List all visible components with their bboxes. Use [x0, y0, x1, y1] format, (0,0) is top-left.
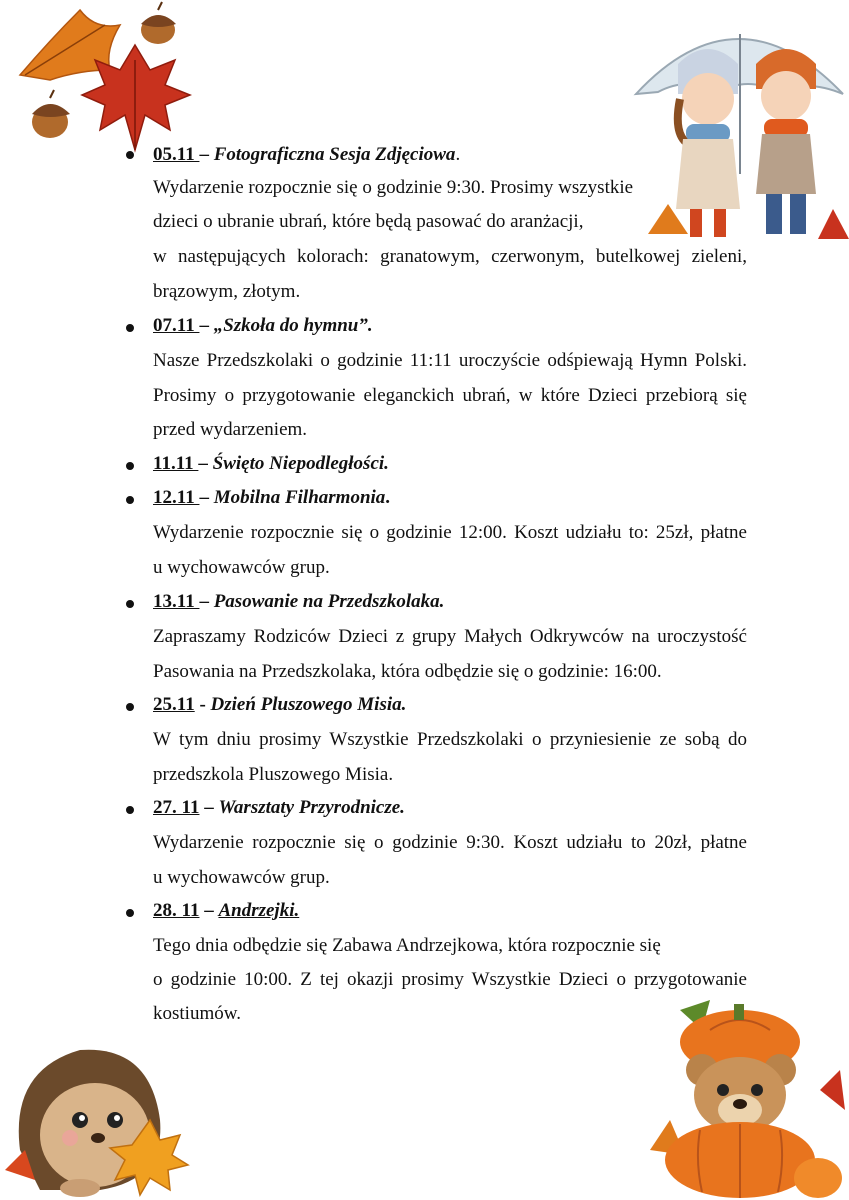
event-heading: [153, 143, 460, 167]
event-date: 05.11: [153, 144, 200, 165]
acorn-icon: [32, 90, 70, 138]
event-heading: [153, 452, 389, 476]
event-title: „Szkoła do hymnu”.: [213, 315, 373, 336]
boy-icon: [756, 49, 816, 234]
acorn-icon: [141, 2, 176, 44]
event-separator: –: [198, 453, 213, 474]
event-date: 13.11: [153, 591, 200, 612]
event-description-line: Wydarzenie rozpocznie się o godzinie 12:00. Koszt udziału to: 25zł, płatne: [153, 522, 747, 543]
bullet-icon: [126, 806, 134, 814]
event-separator: –: [199, 797, 219, 818]
event-description-line: u wychowawców grup.: [153, 557, 330, 578]
event-description-line: Prosimy o przygotowanie eleganckich ubrań, w które Dzieci przebiorą się: [153, 385, 747, 406]
event-description-line: Tego dnia odbędzie się Zabawa Andrzejkowa, która rozpocznie się: [153, 935, 661, 956]
event-separator: –: [199, 315, 214, 336]
event-date: 27. 11: [153, 797, 200, 818]
event-separator: –: [199, 487, 214, 508]
bullet-icon: [126, 496, 134, 504]
event-description-line: u wychowawców grup.: [153, 867, 330, 888]
event-description-line: Wydarzenie rozpocznie się o godzinie 9:30. Koszt udziału to 20zł, płatne: [153, 832, 747, 853]
event-description-line: W tym dniu prosimy Wszystkie Przedszkolaki o przyniesienie ze sobą do: [153, 729, 747, 750]
autumn-leaves-illustration: [10, 0, 200, 160]
event-title-end: .: [455, 144, 461, 165]
event-heading: [153, 796, 405, 820]
event-description-line: Pasowania na Przedszkolaka, która odbędzie się o godzinie: 16:00.: [153, 661, 662, 682]
children-umbrella-illustration: [628, 4, 849, 244]
event-date: 11.11: [153, 453, 199, 474]
event-heading: [153, 590, 444, 614]
event-heading: [153, 693, 406, 717]
bullet-icon: [126, 703, 134, 711]
event-description-line: Nasze Przedszkolaki o godzinie 11:11 uroczyście odśpiewają Hymn Polski.: [153, 350, 747, 371]
teddy-bear-icon: [686, 1054, 796, 1133]
pumpkin-icon: [665, 1122, 842, 1198]
bullet-icon: [126, 462, 134, 470]
event-date: 25.11: [153, 694, 195, 715]
teddy-bear-pumpkin-illustration: [640, 1000, 849, 1200]
event-heading: [153, 899, 299, 923]
event-date: 28. 11: [153, 900, 200, 921]
event-title-end: .: [385, 487, 391, 508]
umbrella-icon: [636, 34, 843, 174]
event-description-line: kostiumów.: [153, 1003, 241, 1024]
event-title: Dzień Pluszowego Misia.: [210, 694, 407, 715]
event-description-line: o godzinie 10:00. Z tej okazji prosimy Wszystkie Dzieci o przygotowanie: [153, 969, 747, 990]
event-date: 12.11: [153, 487, 200, 508]
event-title: Mobilna Filharmonia: [213, 487, 386, 508]
event-date: 07.11: [153, 315, 200, 336]
event-description-line: przedszkola Pluszowego Misia.: [153, 764, 394, 785]
event-title: Święto Niepodległości.: [212, 453, 389, 474]
event-description-line: w następujących kolorach: granatowym, czerwonym, butelkowej zieleni,: [153, 246, 747, 267]
event-title: Pasowanie na Przedszkolaka.: [213, 591, 445, 612]
event-title: Fotograficzna Sesja Zdjęciowa: [213, 144, 456, 165]
event-separator: –: [199, 591, 214, 612]
bullet-icon: [126, 909, 134, 917]
girl-icon: [676, 49, 740, 237]
bullet-icon: [126, 324, 134, 332]
event-description-line: dzieci o ubranie ubrań, które będą pasować do aranżacji,: [153, 211, 584, 232]
event-heading: [153, 486, 390, 510]
event-description-line: przed wydarzeniem.: [153, 419, 308, 440]
event-description-line: Wydarzenie rozpocznie się o godzinie 9:30. Prosimy wszystkie: [153, 177, 634, 198]
event-description-line: Zapraszamy Rodziców Dzieci z grupy Małych Odkrywców na uroczystość: [153, 626, 747, 647]
event-title: Andrzejki.: [218, 900, 300, 921]
event-description-line: brązowym, złotym.: [153, 281, 301, 302]
event-separator: –: [199, 900, 219, 921]
event-separator: –: [199, 144, 214, 165]
event-title: Warsztaty Przyrodnicze.: [218, 797, 405, 818]
red-maple-leaf-icon: [82, 45, 190, 150]
bullet-icon: [126, 151, 134, 159]
event-heading: [153, 314, 373, 338]
event-separator: -: [194, 694, 211, 715]
bullet-icon: [126, 600, 134, 608]
hedgehog-illustration: [0, 1030, 190, 1200]
fallen-leaves-icon: [648, 204, 849, 239]
